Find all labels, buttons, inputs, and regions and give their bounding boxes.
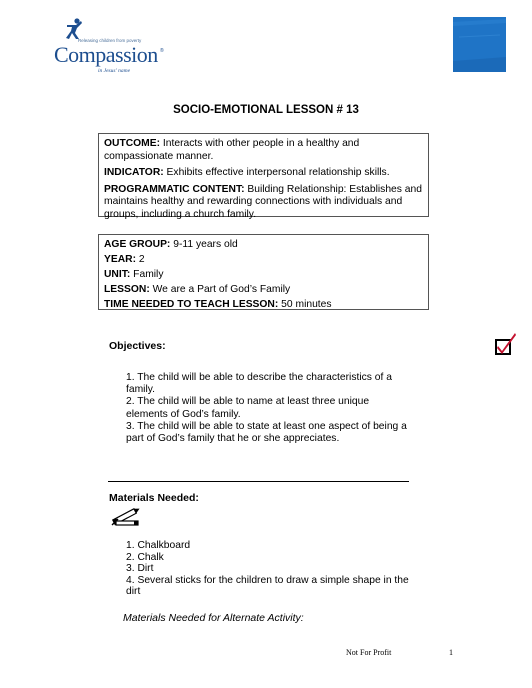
time-needed-label: TIME NEEDED TO TEACH LESSON: <box>104 299 279 310</box>
materials-heading: Materials Needed: <box>109 492 199 504</box>
compassion-figure-icon <box>64 18 84 40</box>
outcome-text: Interacts with other people in a healthy and compassionate manner. <box>104 138 360 162</box>
time-needed-line <box>104 299 423 312</box>
material-item: 3. Dirt <box>126 563 154 574</box>
unit-label: UNIT: <box>104 269 131 280</box>
lesson-line <box>104 284 423 297</box>
decorative-blue-block <box>453 17 506 72</box>
outcome-line <box>104 138 423 163</box>
compassion-logo <box>54 18 166 74</box>
objective-item: 1. The child will be able to describe the characteristics of a family. <box>126 372 392 396</box>
indicator-label: INDICATOR: <box>104 167 164 178</box>
material-item: 4. Several sticks for the children to draw a simple shape in the dirt <box>126 574 409 597</box>
indicator-line <box>104 167 423 180</box>
age-group-line <box>104 239 423 252</box>
page-number: 1 <box>449 648 453 657</box>
objectives-list <box>126 372 411 445</box>
programmatic-content-text: Building Relationship: Establishes and maintains healthy and rewarding connections with individuals and groups, including a church family. <box>104 183 422 220</box>
objective-item: 2. The child will be able to name at least three unique elements of God’s family. <box>126 396 370 420</box>
material-item: 2. Chalk <box>126 551 164 563</box>
logo-brand: Compassion <box>54 42 158 67</box>
logo-registered-mark: ® <box>160 48 164 54</box>
year-line <box>104 254 423 267</box>
year-label: YEAR: <box>104 254 137 265</box>
age-group-value: 9-11 years old <box>170 239 238 250</box>
programmatic-content-line <box>104 184 423 222</box>
checked-box-icon <box>495 332 517 356</box>
outcome-label: OUTCOME: <box>104 138 161 149</box>
page-title: SOCIO-EMOTIONAL LESSON # 13 <box>173 104 359 116</box>
alternate-materials-heading: Materials Needed for Alternate Activity: <box>123 612 304 624</box>
logo-tagline: Releasing children from poverty <box>78 38 142 43</box>
lesson-label: LESSON: <box>104 284 150 295</box>
pencil-crayon-icon <box>110 506 144 528</box>
lesson-info-box <box>98 234 429 310</box>
time-needed-value: 50 minutes <box>278 299 332 310</box>
unit-value: Family <box>130 269 164 280</box>
footer-note: Not For Profit <box>346 648 392 657</box>
section-divider <box>108 481 409 482</box>
outcome-box <box>98 133 429 220</box>
unit-line <box>104 269 423 282</box>
indicator-text: Exhibits effective interpersonal relationship skills. <box>163 167 390 178</box>
materials-list <box>126 540 411 598</box>
age-group-label: AGE GROUP: <box>104 239 171 250</box>
lesson-value: We are a Part of God’s Family <box>149 284 291 295</box>
year-value: 2 <box>136 254 145 265</box>
material-item: 1. Chalkboard <box>126 540 191 551</box>
objectives-heading: Objectives: <box>109 340 166 352</box>
logo-subline: in Jesus' name <box>98 68 131 74</box>
programmatic-content-label: PROGRAMMATIC CONTENT: <box>104 183 245 195</box>
objective-item: 3. The child will be able to state at least one aspect of being a part of God’s family that he or she appreciates. <box>126 420 407 445</box>
